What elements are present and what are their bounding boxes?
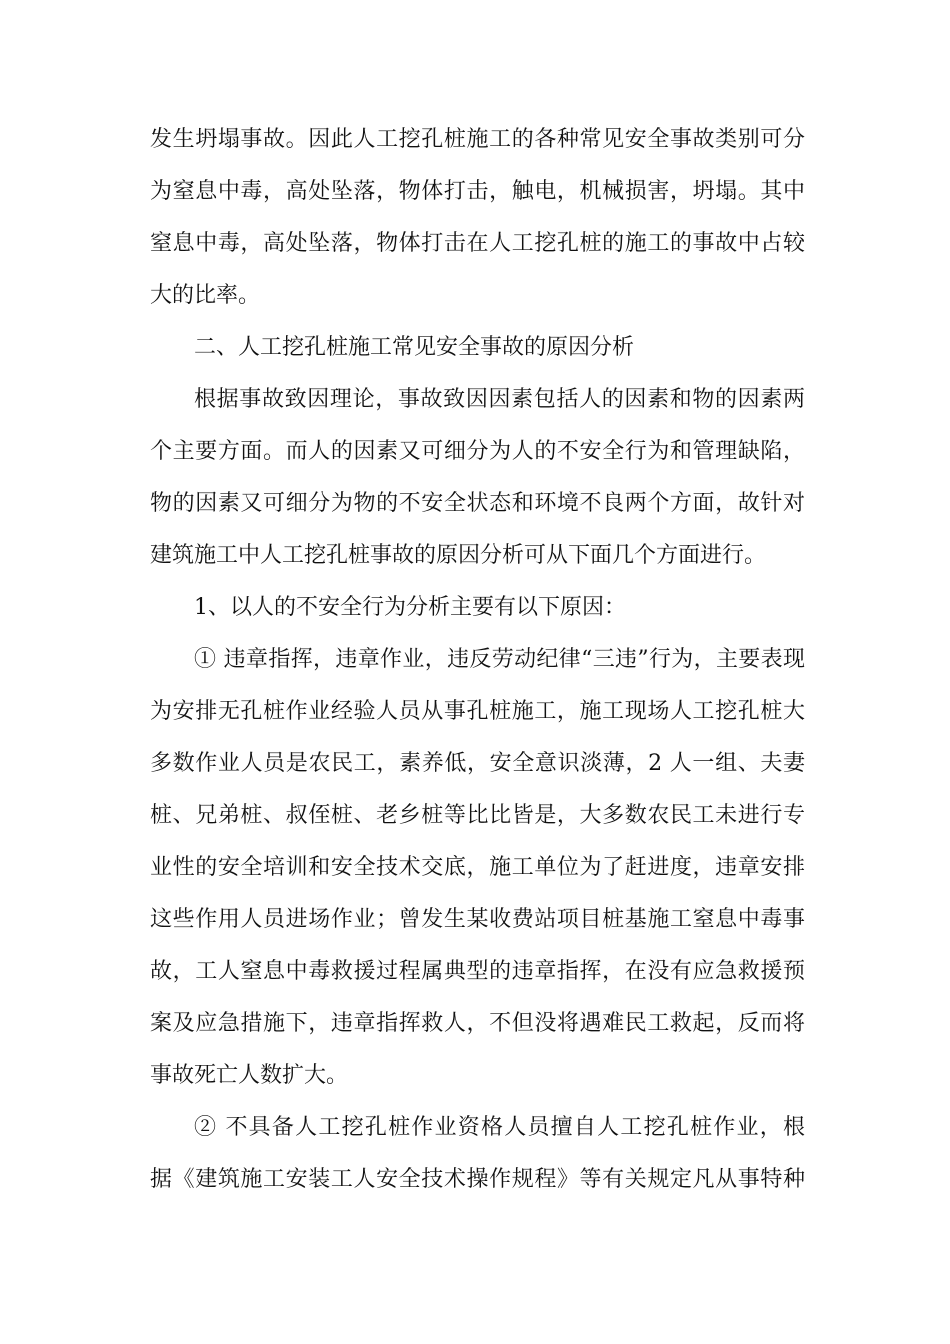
text-line: 事故死亡人数扩大。 xyxy=(150,1063,349,1088)
text-line: 发生坍塌事故。因此人工挖孔桩施工的各种常见安全事故类别可分 xyxy=(150,127,805,152)
document-body xyxy=(150,114,805,1206)
paragraph-causation-theory xyxy=(150,374,805,582)
text-line: 为安排无孔桩作业经验人员从事孔桩施工，施工现场人工挖孔桩大 xyxy=(150,699,805,724)
text-line: 个主要方面。而人的因素又可细分为人的不安全行为和管理缺陷， xyxy=(150,439,805,464)
text-line: 多数作业人员是农民工，素养低，安全意识淡薄，2 人一组、夫妻 xyxy=(150,751,805,776)
paragraph-accident-categories xyxy=(150,114,805,322)
text-line: 据《建筑施工安装工人安全技术操作规程》等有关规定凡从事特种 xyxy=(150,1167,805,1192)
text-line: 窒息中毒，高处坠落，物体打击在人工挖孔桩的施工的事故中占较 xyxy=(150,231,805,256)
text-line: 为窒息中毒，高处坠落，物体打击，触电，机械损害，坍塌。其中 xyxy=(150,179,805,204)
section-heading xyxy=(150,322,805,374)
paragraph-point-2 xyxy=(150,1102,805,1206)
paragraph-point-1 xyxy=(150,634,805,1102)
text-line: 大的比率。 xyxy=(150,283,261,308)
heading-text: 1、以人的不安全行为分析主要有以下原因： xyxy=(194,595,626,620)
text-line: 业性的安全培训和安全技术交底，施工单位为了赶进度，违章安排 xyxy=(150,855,805,880)
text-line: 物的因素又可细分为物的不安全状态和环境不良两个方面，故针对 xyxy=(150,491,805,516)
text-line: 建筑施工中人工挖孔桩事故的原因分析可从下面几个方面进行。 xyxy=(150,543,767,568)
heading-text: 二、人工挖孔桩施工常见安全事故的原因分析 xyxy=(194,335,635,360)
text-line: 桩、兄弟桩、叔侄桩、老乡桩等比比皆是，大多数农民工未进行专 xyxy=(150,803,805,828)
subsection-heading xyxy=(150,582,805,634)
text-line: 故，工人窒息中毒救援过程属典型的违章指挥，在没有应急救援预 xyxy=(150,959,805,984)
text-line: ① 违章指挥，违章作业，违反劳动纪律“三违”行为，主要表现 xyxy=(194,647,805,672)
text-line: ② 不具备人工挖孔桩作业资格人员擅自人工挖孔桩作业，根 xyxy=(194,1115,805,1140)
text-line: 案及应急措施下，违章指挥救人，不但没将遇难民工救起，反而将 xyxy=(150,1011,805,1036)
text-line: 这些作用人员进场作业；曾发生某收费站项目桩基施工窒息中毒事 xyxy=(150,907,805,932)
text-line: 根据事故致因理论，事故致因因素包括人的因素和物的因素两 xyxy=(194,387,805,412)
